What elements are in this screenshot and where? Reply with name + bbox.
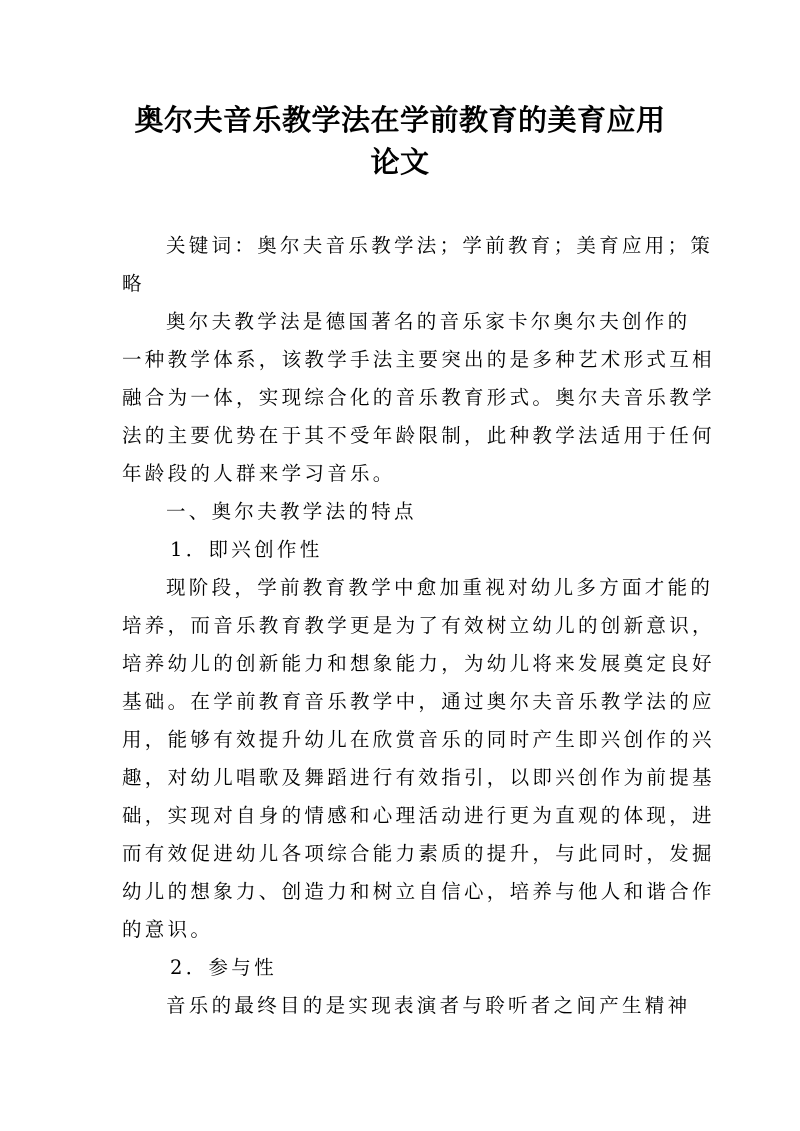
intro-line: 融合为一体，实现综合化的音乐教育形式。奥尔夫音乐教学 [122,386,715,409]
intro-line: 年龄段的人群来学习音乐。 [122,462,396,485]
paragraph-line: 而有效促进幼儿各项综合能力素质的提升，与此同时，发掘 [122,842,715,865]
section-heading-1: 一、奥尔夫教学法的特点 [166,500,417,523]
paragraph-line: 幼儿的想象力、创造力和树立自信心，培养与他人和谐合作 [122,880,715,903]
paragraph-line: 用，能够有效提升幼儿在欣赏音乐的同时产生即兴创作的兴 [122,728,715,751]
keywords-line-2: 略 [122,272,145,295]
paragraph-line: 音乐的最终目的是实现表演者与聆听者之间产生精神 [166,994,691,1017]
subsection-heading-1: 1．即兴创作性 [170,538,323,561]
keywords-line-1: 关键词：奥尔夫音乐教学法；学前教育；美育应用；策 [166,234,714,257]
intro-line: 奥尔夫教学法是德国著名的音乐家卡尔奥尔夫创作的 [166,310,691,333]
paragraph-line: 趣，对幼儿唱歌及舞蹈进行有效指引，以即兴创作为前提基 [122,766,715,789]
paragraph-line: 础，实现对自身的情感和心理活动进行更为直观的体现，进 [122,804,715,827]
paragraph-line: 培养幼儿的创新能力和想象能力，为幼儿将来发展奠定良好 [122,652,715,675]
document-title-line-2: 论文 [370,145,430,179]
paragraph-line: 的意识。 [122,918,214,941]
intro-line: 一种教学体系，该教学手法主要突出的是多种艺术形式互相 [122,348,715,371]
paragraph-line: 现阶段，学前教育教学中愈加重视对幼儿多方面才能的 [166,576,714,599]
paragraph-line: 培养，而音乐教育教学更是为了有效树立幼儿的创新意识， [122,614,715,637]
intro-line: 法的主要优势在于其不受年龄限制，此种教学法适用于任何 [122,424,715,447]
subsection-heading-2: 2．参与性 [170,956,277,979]
paragraph-line: 基础。在学前教育音乐教学中，通过奥尔夫音乐教学法的应 [122,690,715,713]
document-title-line-1: 奥尔夫音乐教学法在学前教育的美育应用 [134,103,666,137]
